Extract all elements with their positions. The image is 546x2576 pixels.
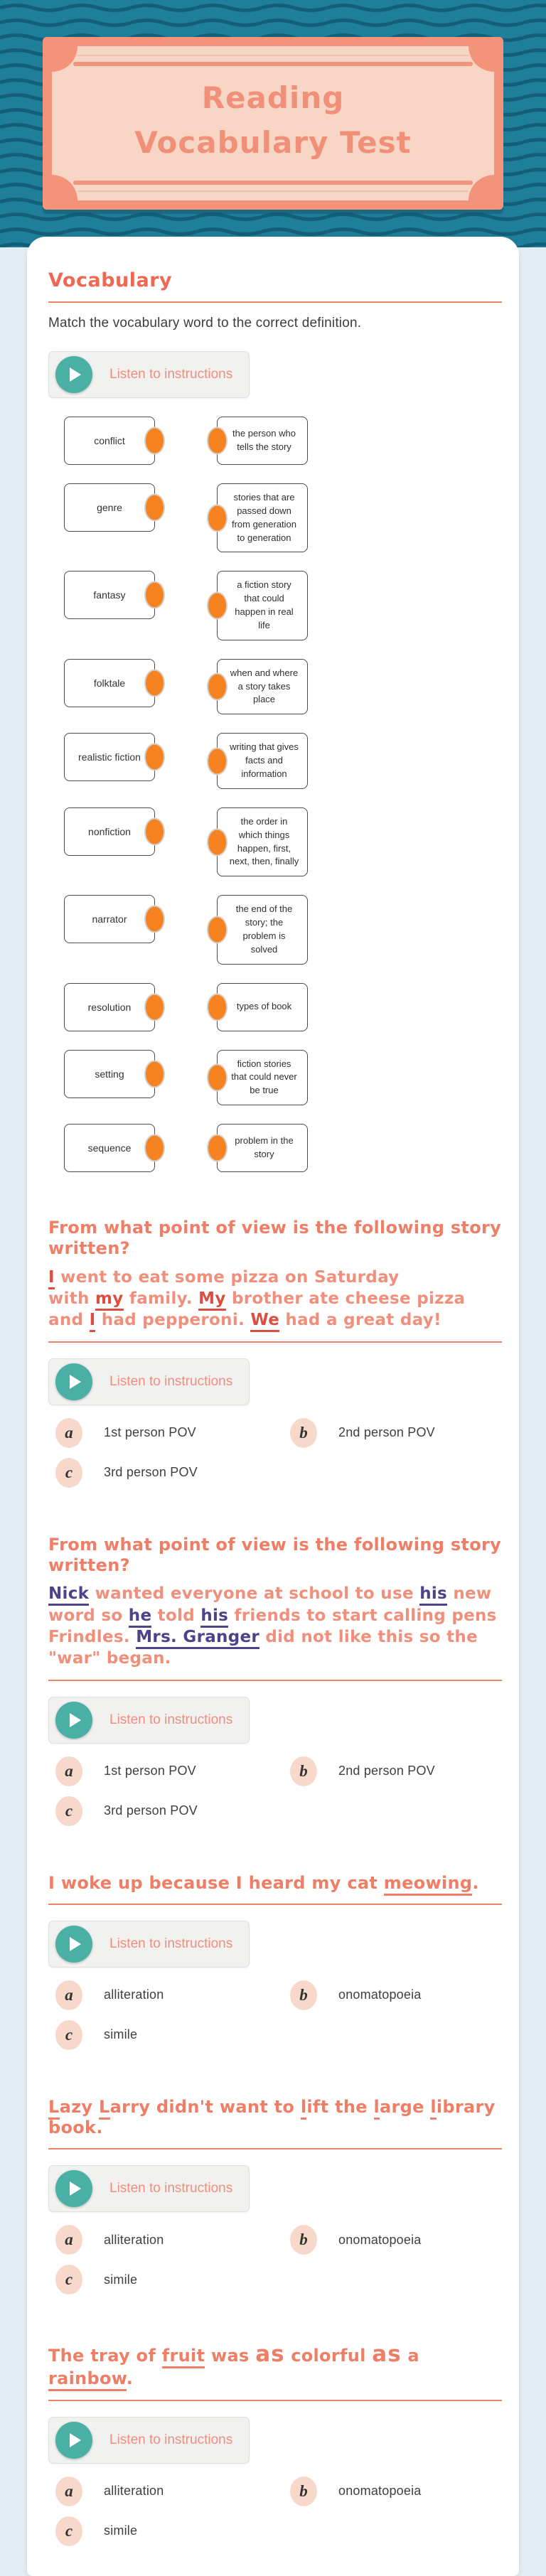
text-segment: Mrs. Granger	[136, 1628, 259, 1649]
text-segment: had pepperoni.	[95, 1311, 251, 1330]
answer-option[interactable]	[55, 2223, 290, 2256]
matching-pair-row	[64, 807, 502, 876]
options-list	[48, 1979, 502, 2051]
answer-option[interactable]	[55, 1755, 290, 1788]
answer-option[interactable]	[55, 1417, 290, 1449]
text-segment: .	[472, 1872, 479, 1893]
options-list	[48, 2223, 502, 2296]
matching-pair-row	[64, 571, 502, 640]
divider	[77, 55, 469, 56]
answer-option[interactable]	[55, 2515, 290, 2548]
question-title	[48, 1218, 502, 1260]
vocabulary-word: setting	[95, 1068, 124, 1080]
option-label: onomatopoeia	[338, 2232, 422, 2247]
text-segment: told	[151, 1606, 201, 1625]
play-icon	[55, 2170, 92, 2207]
text-segment: From what point of view is the following story written?	[48, 1218, 502, 1259]
text-segment: with	[48, 1289, 96, 1308]
page-title-line2: Vocabulary Test	[134, 124, 412, 160]
vocabulary-word: resolution	[87, 1001, 132, 1013]
text-segment: friends to start calling pens Frindles.	[48, 1606, 497, 1646]
option-label: simile	[104, 2523, 138, 2538]
question-block	[48, 2341, 502, 2547]
text-segment: ibrary book.	[48, 2096, 496, 2138]
text-segment: new word so	[48, 1584, 492, 1625]
option-label: alliteration	[104, 1987, 164, 2002]
option-label: alliteration	[104, 2484, 164, 2499]
vocabulary-word: realistic fiction	[78, 751, 141, 763]
play-triangle-glyph	[70, 1375, 81, 1389]
text-segment: fruit	[162, 2346, 205, 2368]
option-label: 3rd person POV	[104, 1465, 198, 1480]
question-block	[48, 2097, 502, 2297]
definition-text: types of book	[236, 1001, 292, 1012]
connector-dot[interactable]	[207, 993, 228, 1021]
instruction-text: Match the vocabulary word to the correct definition.	[48, 316, 362, 331]
vocabulary-word-box[interactable]	[64, 483, 155, 532]
question-block	[48, 1873, 502, 2051]
matching-pair-row	[64, 1124, 502, 1172]
definition-text: problem in the story	[235, 1135, 294, 1160]
definition-box[interactable]	[217, 483, 308, 552]
listen-to-instructions-button[interactable]	[48, 351, 250, 398]
play-triangle-glyph	[70, 367, 81, 382]
answer-option[interactable]	[290, 2475, 502, 2508]
connector-dot[interactable]	[207, 1134, 228, 1162]
text-segment: L	[99, 2097, 110, 2120]
text-segment: I	[48, 1268, 55, 1289]
vocabulary-word-box[interactable]	[64, 1124, 155, 1172]
option-letter-badge: a	[55, 1756, 82, 1786]
option-label: 2nd person POV	[338, 1425, 435, 1440]
text-segment: rainbow	[48, 2368, 127, 2391]
answer-option[interactable]	[55, 2263, 290, 2296]
option-letter-badge: b	[290, 1418, 317, 1448]
options-list	[48, 1755, 502, 1828]
play-triangle-glyph	[70, 1713, 81, 1727]
connector-dot[interactable]	[144, 744, 165, 771]
option-label: 2nd person POV	[338, 1764, 435, 1778]
option-label: simile	[104, 2027, 138, 2042]
question-story-text	[48, 1267, 502, 1331]
divider	[48, 2148, 502, 2150]
option-letter-badge: b	[290, 2225, 317, 2255]
vocabulary-word-box[interactable]	[64, 895, 155, 943]
text-segment: ift the	[306, 2096, 374, 2117]
text-segment: From what point of view is the following story written?	[48, 1534, 502, 1575]
option-letter-badge: a	[55, 2476, 82, 2506]
listen-button-label: Listen to instructions	[109, 367, 233, 382]
divider	[73, 181, 473, 185]
connector-dot[interactable]	[207, 504, 228, 532]
question-block	[48, 1535, 502, 1828]
matching-pair-row	[64, 1050, 502, 1106]
option-letter-badge: c	[55, 1458, 82, 1488]
text-segment: I woke up because I heard my cat	[48, 1872, 384, 1893]
play-icon	[55, 1702, 92, 1739]
option-letter-badge: c	[55, 2265, 82, 2295]
divider	[48, 2400, 502, 2401]
question-title	[48, 2341, 502, 2389]
text-segment: l	[374, 2097, 380, 2120]
play-icon	[55, 1363, 92, 1400]
answer-option[interactable]	[55, 1456, 290, 1489]
listen-button-label: Listen to instructions	[109, 1712, 233, 1727]
play-icon	[55, 2422, 92, 2459]
connector-dot[interactable]	[207, 592, 228, 620]
option-letter-badge: b	[290, 1756, 317, 1786]
text-segment: he	[129, 1606, 152, 1628]
definition-box[interactable]	[217, 1050, 308, 1106]
text-segment: l	[301, 2097, 307, 2120]
option-letter-badge: c	[55, 2020, 82, 2050]
listen-to-instructions-button[interactable]	[48, 1697, 250, 1744]
definition-text: when and where a story takes place	[230, 667, 299, 705]
header-band	[0, 0, 546, 247]
text-segment: We	[250, 1311, 279, 1332]
corner-decoration	[469, 46, 494, 72]
text-segment: arge	[380, 2096, 431, 2117]
answer-option[interactable]	[55, 2019, 290, 2051]
matching-pair-row	[64, 417, 502, 465]
connector-dot[interactable]	[144, 906, 165, 933]
divider	[48, 1904, 502, 1905]
option-label: 1st person POV	[104, 1425, 196, 1440]
definition-box[interactable]	[217, 733, 308, 789]
divider	[48, 301, 502, 303]
page-title	[134, 75, 411, 165]
answer-option[interactable]	[55, 1795, 290, 1828]
corner-decoration	[52, 46, 77, 72]
divider	[73, 62, 473, 66]
play-triangle-glyph	[70, 2181, 81, 2196]
vocabulary-word: narrator	[92, 913, 127, 925]
option-letter-badge: b	[290, 1980, 317, 2010]
text-segment: did not like this so the "war" began.	[48, 1627, 478, 1668]
divider	[48, 1680, 502, 1681]
vocabulary-word: conflict	[94, 435, 125, 446]
option-letter-badge: a	[55, 2225, 82, 2255]
vocabulary-word-box[interactable]	[64, 1050, 155, 1098]
options-list	[48, 1417, 502, 1489]
connector-dot[interactable]	[144, 669, 165, 697]
definition-box[interactable]	[217, 659, 308, 715]
vocabulary-word-box[interactable]	[64, 733, 155, 781]
worksheet-card	[27, 237, 519, 2576]
matching-pair-row	[64, 983, 502, 1031]
answer-option[interactable]	[290, 1979, 502, 2012]
corner-decoration	[469, 175, 494, 200]
definition-text: fiction stories that could never be true	[231, 1058, 297, 1096]
answer-option[interactable]	[290, 1417, 502, 1449]
vocabulary-word: nonfiction	[88, 825, 131, 837]
definition-text: stories that are passed down from generation to generation	[231, 492, 297, 543]
definition-text: writing that gives facts and information	[230, 741, 299, 779]
vocabulary-word-box[interactable]	[64, 983, 155, 1031]
connector-dot[interactable]	[207, 1063, 228, 1091]
connector-dot[interactable]	[144, 427, 165, 455]
matching-pair-row	[64, 895, 502, 964]
connector-dot[interactable]	[207, 916, 228, 943]
text-segment: I	[90, 1311, 96, 1332]
page-title-line1: Reading	[201, 80, 345, 115]
section-title: Vocabulary	[48, 269, 173, 291]
text-segment: as	[372, 2341, 402, 2368]
vocabulary-word: genre	[97, 502, 122, 513]
connector-dot[interactable]	[144, 581, 165, 609]
text-segment: wanted everyone at school to use	[89, 1584, 420, 1604]
text-segment: went to eat some pizza on Saturday	[54, 1267, 400, 1287]
matching-pair-row	[64, 659, 502, 715]
option-label: 1st person POV	[104, 1764, 196, 1778]
text-segment: his	[419, 1584, 447, 1606]
question-title	[48, 1873, 502, 1894]
listen-button-label: Listen to instructions	[109, 1936, 233, 1951]
question-title	[48, 2097, 502, 2139]
option-label: onomatopoeia	[338, 2484, 422, 2499]
definition-text: the order in which things happen, first, next, then, finally	[229, 815, 299, 867]
text-segment: Nick	[48, 1584, 89, 1606]
vocabulary-word: fantasy	[93, 589, 126, 601]
text-segment: azy	[59, 2096, 99, 2117]
connector-dot[interactable]	[144, 494, 165, 522]
text-segment: L	[48, 2097, 60, 2120]
question-story-text	[48, 1583, 502, 1669]
vocabulary-word: sequence	[87, 1142, 132, 1154]
listen-to-instructions-button[interactable]	[48, 1358, 250, 1405]
definition-box[interactable]	[217, 417, 308, 465]
text-segment: his	[200, 1606, 228, 1628]
vocabulary-word: folktale	[93, 677, 126, 689]
definition-box[interactable]	[217, 1124, 308, 1172]
connector-dot[interactable]	[144, 1060, 165, 1088]
text-segment: family.	[123, 1289, 199, 1308]
option-letter-badge: b	[290, 2476, 317, 2506]
text-segment: was	[205, 2346, 256, 2366]
text-segment: The tray of	[48, 2346, 162, 2366]
title-card	[43, 37, 503, 210]
definition-box[interactable]	[217, 571, 308, 640]
divider	[48, 1341, 502, 1343]
text-segment: meowing	[384, 1873, 473, 1896]
answer-option[interactable]	[290, 1755, 502, 1788]
option-label: simile	[104, 2272, 138, 2287]
connector-dot[interactable]	[144, 1134, 165, 1162]
text-segment: had a great day!	[279, 1311, 441, 1330]
definition-text: a fiction story that could happen in real life	[235, 579, 294, 630]
matching-pair-row	[64, 733, 502, 789]
options-list	[48, 2475, 502, 2548]
definition-text: the person who tells the story	[232, 428, 296, 452]
text-segment: brother ate cheese pizza and	[48, 1289, 466, 1330]
listen-button-label: Listen to instructions	[109, 2432, 233, 2447]
connector-dot[interactable]	[207, 828, 228, 856]
text-segment: My	[198, 1289, 225, 1311]
text-segment: a	[401, 2346, 419, 2366]
text-segment: my	[95, 1289, 124, 1311]
text-segment: l	[430, 2097, 437, 2120]
play-icon	[55, 356, 92, 393]
vocabulary-word-box[interactable]	[64, 417, 155, 465]
question-block	[48, 1218, 502, 1489]
listen-to-instructions-button[interactable]	[48, 2165, 250, 2212]
option-letter-badge: c	[55, 1796, 82, 1826]
connector-dot[interactable]	[144, 817, 165, 845]
listen-button-label: Listen to instructions	[109, 2181, 233, 2196]
definition-text: the end of the story; the problem is solved	[235, 903, 293, 955]
answer-option[interactable]	[290, 2223, 502, 2256]
definition-box[interactable]	[217, 807, 308, 876]
option-label: 3rd person POV	[104, 1803, 198, 1818]
answer-option[interactable]	[55, 1979, 290, 2012]
option-letter-badge: c	[55, 2516, 82, 2546]
listen-to-instructions-button[interactable]	[48, 1921, 250, 1968]
play-triangle-glyph	[70, 2433, 81, 2447]
question-title	[48, 1535, 502, 1577]
questions-list	[48, 1218, 502, 2547]
connector-dot[interactable]	[207, 747, 228, 775]
option-label: alliteration	[104, 2232, 164, 2247]
corner-decoration	[52, 175, 77, 200]
text-segment: as	[255, 2341, 285, 2368]
connector-dot[interactable]	[207, 427, 228, 455]
vocabulary-word-box[interactable]	[64, 659, 155, 707]
title-card-inner	[52, 46, 494, 200]
listen-button-label: Listen to instructions	[109, 1373, 233, 1389]
option-label: onomatopoeia	[338, 1987, 422, 2002]
definition-box[interactable]	[217, 983, 308, 1031]
connector-dot[interactable]	[207, 673, 228, 701]
definition-box[interactable]	[217, 895, 308, 964]
play-icon	[55, 1926, 92, 1963]
listen-to-instructions-button[interactable]	[48, 2417, 250, 2464]
text-segment: .	[126, 2368, 134, 2389]
connector-dot[interactable]	[144, 993, 165, 1021]
option-letter-badge: a	[55, 1980, 82, 2010]
play-triangle-glyph	[70, 1937, 81, 1951]
divider	[77, 190, 469, 192]
vocabulary-word-box[interactable]	[64, 807, 155, 856]
vocabulary-word-box[interactable]	[64, 571, 155, 619]
text-segment: arry didn't want to	[109, 2096, 301, 2117]
answer-option[interactable]	[55, 2475, 290, 2508]
option-letter-badge: a	[55, 1418, 82, 1448]
matching-pairs-list	[64, 417, 502, 1172]
text-segment: colorful	[284, 2346, 373, 2366]
matching-pair-row	[64, 483, 502, 552]
vocabulary-section	[48, 269, 502, 1172]
